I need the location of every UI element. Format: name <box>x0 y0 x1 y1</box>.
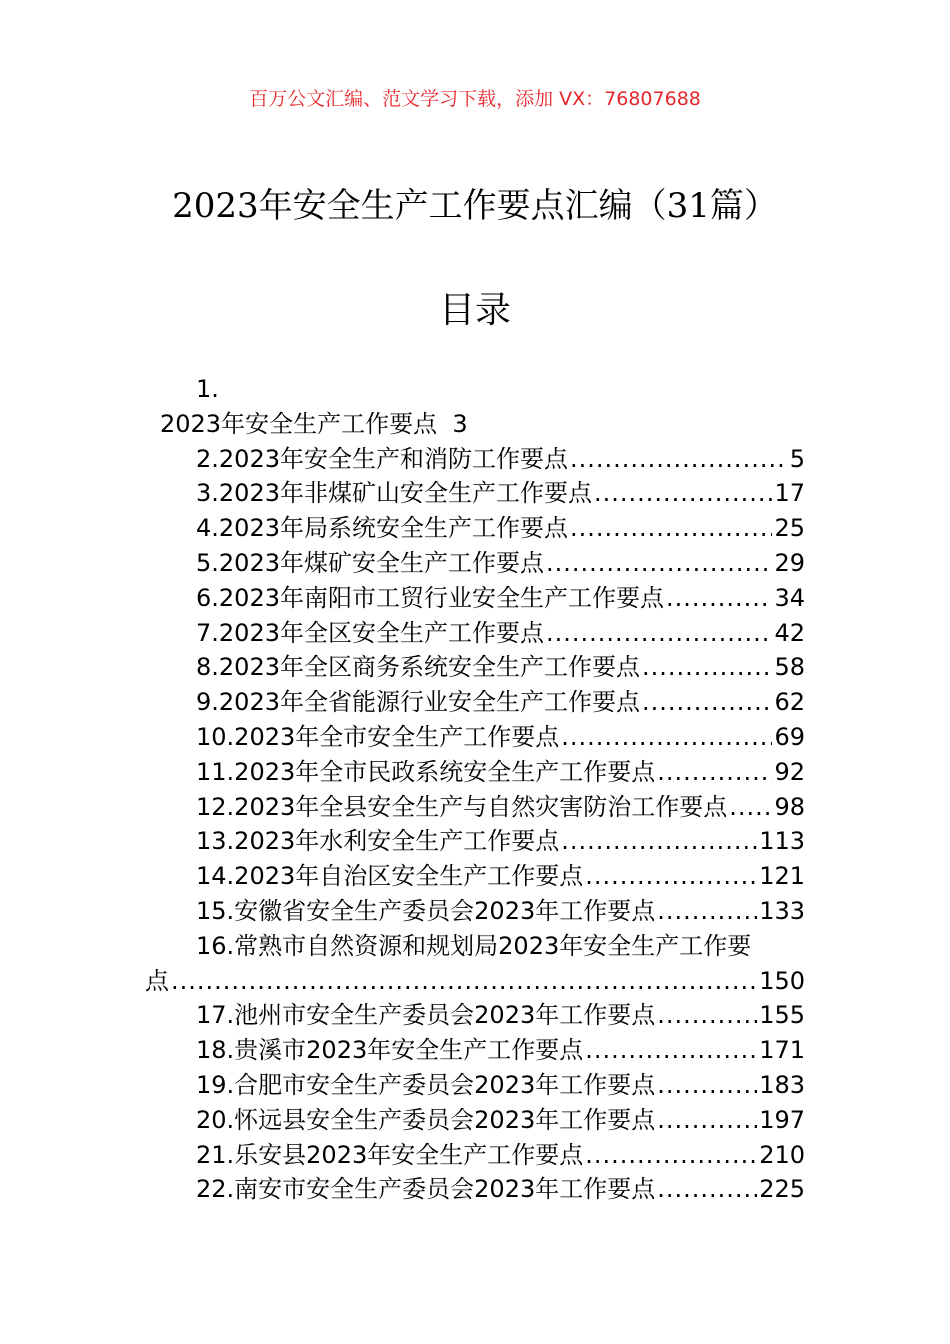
toc-entry-16[interactable] <box>145 929 805 999</box>
dot-leader <box>657 755 772 790</box>
toc-entry-page: 42 <box>774 618 805 647</box>
toc-entry-page: 69 <box>774 722 805 751</box>
toc-entry-page: 183 <box>759 1070 805 1099</box>
toc-entry[interactable] <box>145 790 805 825</box>
toc-entry-title: 13.2023年水利安全生产工作要点 <box>196 827 560 856</box>
toc-entry-title: 14.2023年自治区安全生产工作要点 <box>196 862 584 891</box>
toc-heading: 目录 <box>438 290 511 331</box>
toc-entry-title: 10.2023年全市安全生产工作要点 <box>196 722 560 751</box>
toc-entry-page: 17 <box>774 479 805 508</box>
toc-entry[interactable] <box>145 685 805 720</box>
toc-entry-title-cont: 点 <box>145 966 169 995</box>
toc-entry[interactable] <box>145 998 805 1033</box>
toc-entry-title: 16.常熟市自然资源和规划局2023年安全生产工作要 <box>196 931 752 960</box>
download-banner: 百万公文汇编、范文学习下载，添加 VX：76807688 <box>249 88 701 110</box>
toc-entry-title: 15.安徽省安全生产委员会2023年工作要点 <box>196 896 656 925</box>
toc-entry-title: 2.2023年安全生产和消防工作要点 <box>196 444 568 473</box>
toc-entry-title: 5.2023年煤矿安全生产工作要点 <box>196 548 544 577</box>
dot-leader <box>657 1068 757 1103</box>
dot-leader <box>585 1138 757 1173</box>
dot-leader <box>561 720 772 755</box>
dot-leader <box>561 824 757 859</box>
toc-entry[interactable] <box>145 1068 805 1103</box>
toc-entry-title: 3.2023年非煤矿山安全生产工作要点 <box>196 479 592 508</box>
toc-entry-page: 197 <box>759 1105 805 1134</box>
toc-entry[interactable] <box>145 476 805 511</box>
toc-entry[interactable] <box>145 650 805 685</box>
toc-entry-page: 34 <box>774 583 805 612</box>
dot-leader <box>570 442 788 477</box>
toc-entry-page: 25 <box>774 514 805 543</box>
toc-entry-title: 6.2023年南阳市工贸行业安全生产工作要点 <box>196 583 664 612</box>
toc-entry-title: 20.怀远县安全生产委员会2023年工作要点 <box>196 1105 656 1134</box>
dot-leader <box>657 894 757 929</box>
toc-entry-1-number: 1. <box>196 375 219 403</box>
toc-entry-title: 4.2023年局系统安全生产工作要点 <box>196 514 568 543</box>
toc-entry-title: 21.乐安县2023年安全生产工作要点 <box>196 1140 584 1169</box>
toc-entry-1[interactable] <box>145 407 805 442</box>
toc-entry[interactable] <box>145 1103 805 1138</box>
toc-entry-page: 5 <box>789 444 805 473</box>
document-title: 2023年安全生产工作要点汇编（31篇） <box>172 186 778 226</box>
dot-leader <box>657 1103 757 1138</box>
toc-entry-title: 7.2023年全区安全生产工作要点 <box>196 618 544 647</box>
toc-entry[interactable] <box>145 511 805 546</box>
toc-entry-title: 12.2023年全县安全生产与自然灾害防治工作要点 <box>196 792 728 821</box>
toc-entry[interactable] <box>145 1033 805 1068</box>
toc-entry-page: 121 <box>759 862 805 891</box>
table-of-contents <box>145 372 805 1207</box>
toc-entry[interactable] <box>145 824 805 859</box>
dot-leader <box>594 476 772 511</box>
dot-leader <box>171 964 757 999</box>
toc-entry-title: 2023年安全生产工作要点 <box>160 409 438 438</box>
toc-entry-page: 62 <box>774 688 805 717</box>
toc-entry-title: 9.2023年全省能源行业安全生产工作要点 <box>196 688 640 717</box>
toc-entry-page: 3 <box>452 409 468 438</box>
toc-entry[interactable] <box>145 616 805 651</box>
toc-entry-page: 225 <box>759 1175 805 1204</box>
toc-entry[interactable] <box>145 720 805 755</box>
toc-entry[interactable] <box>145 859 805 894</box>
dot-leader <box>546 616 772 651</box>
toc-entry-page: 171 <box>759 1036 805 1065</box>
dot-leader <box>657 998 757 1033</box>
toc-entry[interactable] <box>145 442 805 477</box>
dot-leader <box>585 1033 757 1068</box>
toc-entry-page: 92 <box>774 757 805 786</box>
toc-entry-page: 210 <box>759 1140 805 1169</box>
toc-entry-title: 8.2023年全区商务系统安全生产工作要点 <box>196 653 640 682</box>
toc-entry[interactable] <box>145 1172 805 1207</box>
dot-leader <box>729 790 772 825</box>
toc-entry-page: 98 <box>774 792 805 821</box>
dot-leader <box>570 511 772 546</box>
toc-entry[interactable] <box>145 546 805 581</box>
toc-entry-page: 58 <box>774 653 805 682</box>
dot-leader <box>657 1172 757 1207</box>
dot-leader <box>642 685 772 720</box>
toc-entry[interactable] <box>145 1138 805 1173</box>
toc-entry-page: 150 <box>759 966 805 995</box>
toc-entry-page: 29 <box>774 548 805 577</box>
toc-entry-title: 19.合肥市安全生产委员会2023年工作要点 <box>196 1070 656 1099</box>
toc-entry[interactable] <box>145 894 805 929</box>
toc-entry-title: 18.贵溪市2023年安全生产工作要点 <box>196 1036 584 1065</box>
toc-entry-title: 11.2023年全市民政系统安全生产工作要点 <box>196 757 656 786</box>
toc-entry-page: 133 <box>759 896 805 925</box>
toc-entry-page: 155 <box>759 1001 805 1030</box>
dot-leader <box>642 650 772 685</box>
toc-entry-title: 22.南安市安全生产委员会2023年工作要点 <box>196 1175 656 1204</box>
toc-entry[interactable] <box>145 755 805 790</box>
dot-leader <box>666 581 772 616</box>
dot-leader <box>585 859 757 894</box>
dot-leader <box>546 546 772 581</box>
toc-entry-title: 17.池州市安全生产委员会2023年工作要点 <box>196 1001 656 1030</box>
toc-entry[interactable] <box>145 581 805 616</box>
toc-entry-page: 113 <box>759 827 805 856</box>
